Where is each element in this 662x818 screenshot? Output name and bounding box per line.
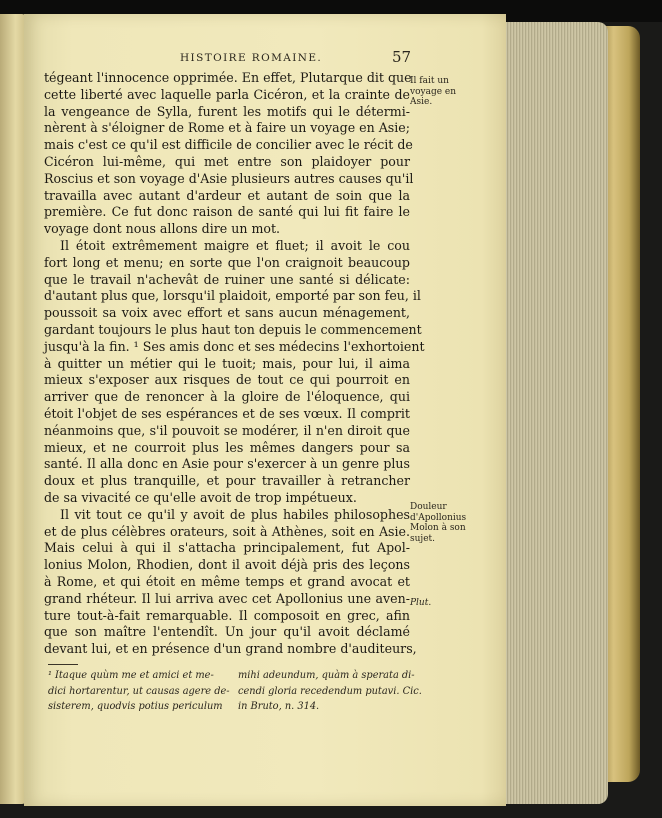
- text-line: à Rome, et qui étoit en même temps et grand avocat et: [44, 573, 410, 589]
- margin-note-line: Molon à son: [410, 523, 466, 533]
- text-line: que son maître l'entendît. Un jour qu'il avoit déclamé: [44, 624, 410, 640]
- page-number: 57: [392, 48, 412, 66]
- footnote-rule: [48, 664, 78, 665]
- text-line: à quitter un métier qui le tuoit; mais, pour lui, il aima: [44, 355, 410, 371]
- footnote-line: ¹ Itaque quùm me et amici et me-: [48, 670, 214, 681]
- margin-note-line: d'Apollonius: [410, 512, 467, 523]
- margin-note-voyage: [410, 76, 472, 108]
- footnote-left-column: [48, 668, 230, 715]
- text-line: tégeant l'innocence opprimée. En effet, Plutarque dit que: [44, 70, 412, 85]
- footnote-line: sisterem, quodvis potius periculum: [48, 701, 223, 712]
- text-line: poussoit sa voix avec effort et sans aucun ménagement,: [44, 305, 410, 321]
- text-line: mieux s'exposer aux risques de tout ce qui pourroit en: [44, 372, 410, 388]
- text-line: jusqu'à la fin. ¹ Ses amis donc et ses médecins l'exhortoient: [44, 338, 425, 354]
- text-line: Cicéron lui-même, qui met entre son plaidoyer pour: [44, 153, 410, 169]
- text-line: voyage dont nous allons dire un mot.: [44, 221, 281, 237]
- text-line: d'autant plus que, lorsqu'il plaidoit, emporté par son feu, il: [44, 288, 421, 304]
- margin-note-line: Plut.: [410, 598, 432, 608]
- text-line: Roscius et son voyage d'Asie plusieurs autres causes qu'il: [44, 170, 414, 186]
- text-line: étoit l'objet de ses espérances et de ses vœux. Il comprit: [44, 405, 410, 421]
- margin-note-plut: [410, 598, 472, 609]
- footnote-line: cendi gloria recedendum putavi. Cic.: [238, 685, 422, 697]
- margin-note-line: sujet.: [410, 533, 436, 544]
- text-line: gardant toujours le plus haut ton depuis le commencement: [44, 321, 422, 337]
- text-line: première. Ce fut donc raison de santé qui lui fit faire le: [44, 204, 410, 220]
- text-line: lonius Molon, Rhodien, dont il avoit déjà pris des leçons: [44, 557, 410, 573]
- footnote-right-column: [238, 668, 422, 715]
- text-line: Mais celui à qui il s'attacha principalement, fut Apol-: [44, 540, 410, 556]
- text-line: santé. Il alla donc en Asie pour s'exercer à un genre plus: [44, 456, 410, 472]
- text-line: Il vit tout ce qu'il y avoit de plus habiles philosophes: [60, 506, 410, 522]
- text-line: ture tout-à-fait remarquable. Il composoit en grec, afin: [44, 607, 410, 623]
- text-line: travailla avec autant d'ardeur et autant de soin que la: [44, 187, 410, 203]
- text-line: grand rhéteur. Il lui arriva avec cet Apollonius une aven-: [44, 590, 410, 606]
- text-line: néanmoins que, s'il pouvoit se modérer, il n'en diroit que: [44, 422, 410, 438]
- page-block-edges: [502, 22, 608, 804]
- text-line: doux et plus tranquille, et pour travailler à retrancher: [44, 473, 410, 489]
- text-line: que le travail n'achevât de ruiner une santé si délicate:: [44, 271, 410, 287]
- text-line: mieux, et ne courroit plus les mêmes dangers pour sa: [44, 439, 410, 455]
- footnote-line: dici hortarentur, ut causas agere de-: [48, 685, 230, 697]
- text-line: la vengeance de Sylla, furent les motifs qui le détermi-: [44, 103, 410, 119]
- footnote-line: in Bruto, n. 314.: [238, 701, 320, 712]
- facing-page-edge: [0, 14, 26, 804]
- text-line: mais c'est ce qu'il est difficile de concilier avec le récit de: [44, 137, 413, 153]
- text-line: et de plus célèbres orateurs, soit à Athènes, soit en Asie.: [44, 523, 410, 539]
- margin-note-douleur: [410, 502, 472, 544]
- text-line: arriver que de renoncer à la gloire de l'éloquence, qui: [44, 389, 410, 405]
- text-line: fort long et menu; en sorte que l'on craignoit beaucoup: [44, 254, 410, 270]
- text-line: cette liberté avec laquelle parla Cicéron, et la crainte de: [44, 86, 410, 102]
- margin-note-line: Il fait un: [410, 76, 449, 86]
- footnote-line: mihi adeundum, quàm à sperata di-: [238, 670, 415, 681]
- text-line: devant lui, et en présence d'un grand nombre d'auditeurs,: [44, 641, 417, 657]
- text-line: nèrent à s'éloigner de Rome et à faire un voyage en Asie;: [44, 120, 410, 136]
- margin-note-line: voyage en: [410, 86, 457, 97]
- margin-note-line: Douleur: [410, 502, 447, 512]
- text-line: Il étoit extrêmement maigre et fluet; il avoit le cou: [60, 237, 410, 253]
- text-line: de sa vivacité ce qu'elle avoit de trop impétueux.: [44, 489, 357, 505]
- margin-note-line: Asie.: [410, 97, 433, 107]
- running-head: HISTOIRE ROMAINE.: [180, 52, 323, 64]
